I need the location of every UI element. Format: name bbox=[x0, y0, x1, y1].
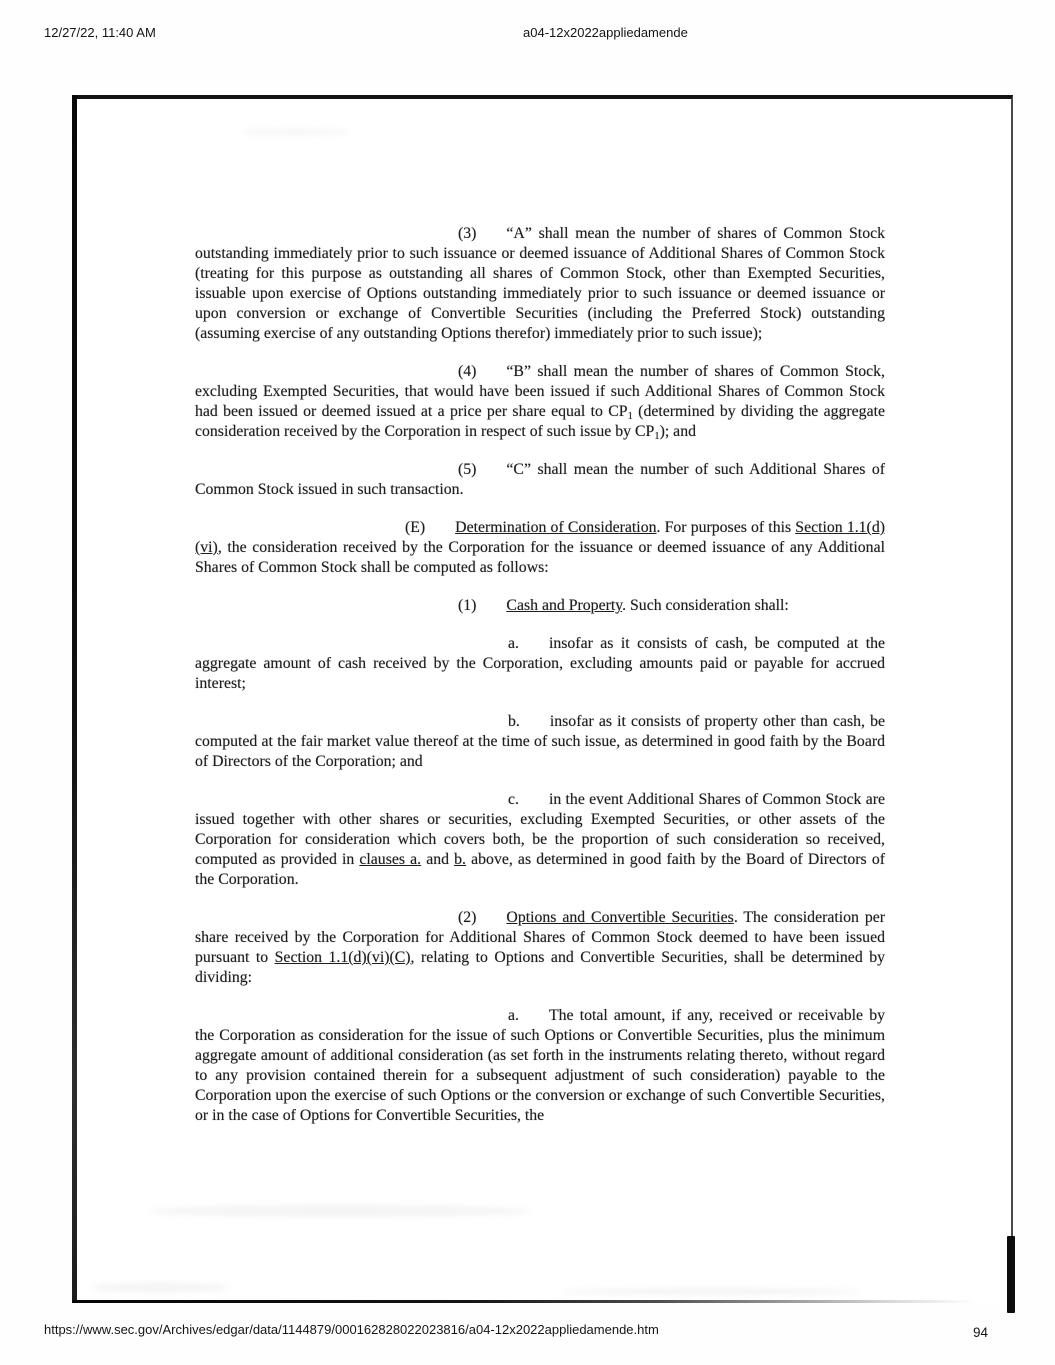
section-reference: Section 1.1(d)(vi)(C) bbox=[274, 949, 411, 966]
paragraph-2-text: , relating to Options and Convertible Securities, shall be determined by dividing: bbox=[195, 949, 885, 986]
paragraph-c bbox=[195, 790, 885, 890]
scan-artifact-right-bar bbox=[1007, 1236, 1015, 1313]
heading-cash-and-property: Cash and Property bbox=[506, 597, 623, 614]
paragraph-4-text: ); and bbox=[659, 423, 696, 440]
paragraph-a-label: a. bbox=[508, 635, 519, 652]
paragraph-b bbox=[195, 712, 885, 772]
paragraph-E bbox=[195, 518, 885, 578]
paragraph-5-text: “C” shall mean the number of such Additional Shares of Common Stock issued in such transaction. bbox=[195, 461, 885, 498]
section-reference: Section 1.1(d)(vi) bbox=[195, 519, 885, 556]
paragraph-2 bbox=[195, 908, 885, 988]
cp1-subscript: 1 bbox=[654, 431, 660, 442]
paragraph-c-label: c. bbox=[508, 791, 519, 808]
paragraph-4 bbox=[195, 362, 885, 442]
paragraph-c-text: in the event Additional Shares of Common Stock are issued together with other shares or securities, excluding Exempted Securities, or other assets of the Corporation for consideration which covers both, be the proportion of such consideration so received, computed as provided in bbox=[195, 791, 885, 868]
print-header-document-title: a04-12x2022appliedamende bbox=[523, 25, 688, 40]
paragraph-c-text: above, as determined in good faith by the Board of Directors of the Corporation. bbox=[195, 851, 885, 888]
paragraph-a2 bbox=[195, 1006, 885, 1126]
paragraph-5-label: (5) bbox=[458, 461, 477, 478]
paragraph-1-text: . Such consideration shall: bbox=[622, 597, 789, 614]
paragraph-a-text: insofar as it consists of cash, be computed at the aggregate amount of cash received by the Corporation, excluding amounts paid or payable for accrued interest; bbox=[195, 635, 885, 692]
heading-options-and-convertible-securities: Options and Convertible Securities bbox=[506, 909, 734, 926]
paragraph-1 bbox=[195, 596, 885, 616]
scan-artifact-smudge bbox=[90, 1283, 230, 1292]
paragraph-2-text: . The consideration per share received by the Corporation for Additional Shares of Common Stock deemed to have been issued pursuant to bbox=[195, 909, 886, 966]
paragraph-a2-text: The total amount, if any, received or receivable by the Corporation as consideration for the issue of such Options or Convertible Securities, plus the minimum aggregate amount of additional consideration (as set forth in the instruments relating thereto, without regard to any provision contained therein for a subsequent adjustment of such consideration) payable to the Corporation upon the exercise of such Options or the conversion or exchange of such Convertible Securities, or in the case of Options for Convertible Securities, the bbox=[195, 1007, 885, 1124]
paragraph-E-text: . For purposes of this bbox=[656, 519, 796, 536]
scan-artifact-smudge bbox=[150, 1205, 530, 1217]
paragraph-4-text: “B” shall mean the number of shares of Common Stock, excluding Exempted Securities, that would have been issued if such Additional Shares of Common Stock had been issued or deemed issued at a price per share equal to CP bbox=[195, 363, 885, 420]
scan-artifact-smudge bbox=[560, 1288, 860, 1295]
clause-reference: clauses a. bbox=[359, 851, 422, 868]
paragraph-4-text: (determined by dividing the aggregate consideration received by the Corporation in respect of such issue by CP bbox=[195, 403, 885, 440]
paragraph-1-label: (1) bbox=[458, 597, 477, 614]
paragraph-E-label: (E) bbox=[405, 519, 426, 536]
paragraph-a bbox=[195, 634, 885, 694]
frame-border-bottom bbox=[72, 1300, 1013, 1303]
paragraph-a2-label: a. bbox=[508, 1007, 519, 1024]
print-header-datetime: 12/27/22, 11:40 AM bbox=[44, 25, 156, 40]
clause-reference: b. bbox=[454, 851, 467, 868]
scan-artifact-smudge bbox=[240, 128, 350, 136]
cp1-subscript: 1 bbox=[627, 411, 633, 422]
frame-border-left bbox=[72, 95, 77, 1303]
heading-determination-of-consideration: Determination of Consideration bbox=[455, 519, 657, 536]
print-footer-url: https://www.sec.gov/Archives/edgar/data/1144879/000162828022023816/a04-12x2022appliedamende.htm bbox=[44, 1322, 659, 1337]
paragraph-3-text: “A” shall mean the number of shares of Common Stock outstanding immediately prior to such issuance or deemed issuance of Additional Shares of Common Stock (treating for this purpose as outstanding all shares of Common Stock, other than Exempted Securities, issuable upon exercise of Options outstanding immediately prior to such issuance or deemed issuance or upon conversion or exchange of Convertible Securities (including the Preferred Stock) outstanding (assuming exercise of any outstanding Options therefor) immediately prior to such issue); bbox=[195, 225, 885, 342]
paragraph-2-label: (2) bbox=[458, 909, 477, 926]
paragraph-b-label: b. bbox=[508, 713, 520, 730]
paragraph-4-label: (4) bbox=[458, 363, 477, 380]
paragraph-3 bbox=[195, 224, 885, 344]
paragraph-b-text: insofar as it consists of property other than cash, be computed at the fair market value thereof at the time of such issue, as determined in good faith by the Board of Directors of the Corporation; and bbox=[195, 713, 885, 770]
document-body bbox=[195, 224, 885, 1144]
paragraph-E-text: , the consideration received by the Corporation for the issuance or deemed issuance of any Additional Shares of Common Stock shall be computed as follows: bbox=[195, 539, 885, 576]
print-footer-page-number: 94 bbox=[973, 1325, 989, 1340]
paragraph-3-label: (3) bbox=[458, 225, 477, 242]
paragraph-c-text: and bbox=[421, 851, 455, 868]
paragraph-5 bbox=[195, 460, 885, 500]
